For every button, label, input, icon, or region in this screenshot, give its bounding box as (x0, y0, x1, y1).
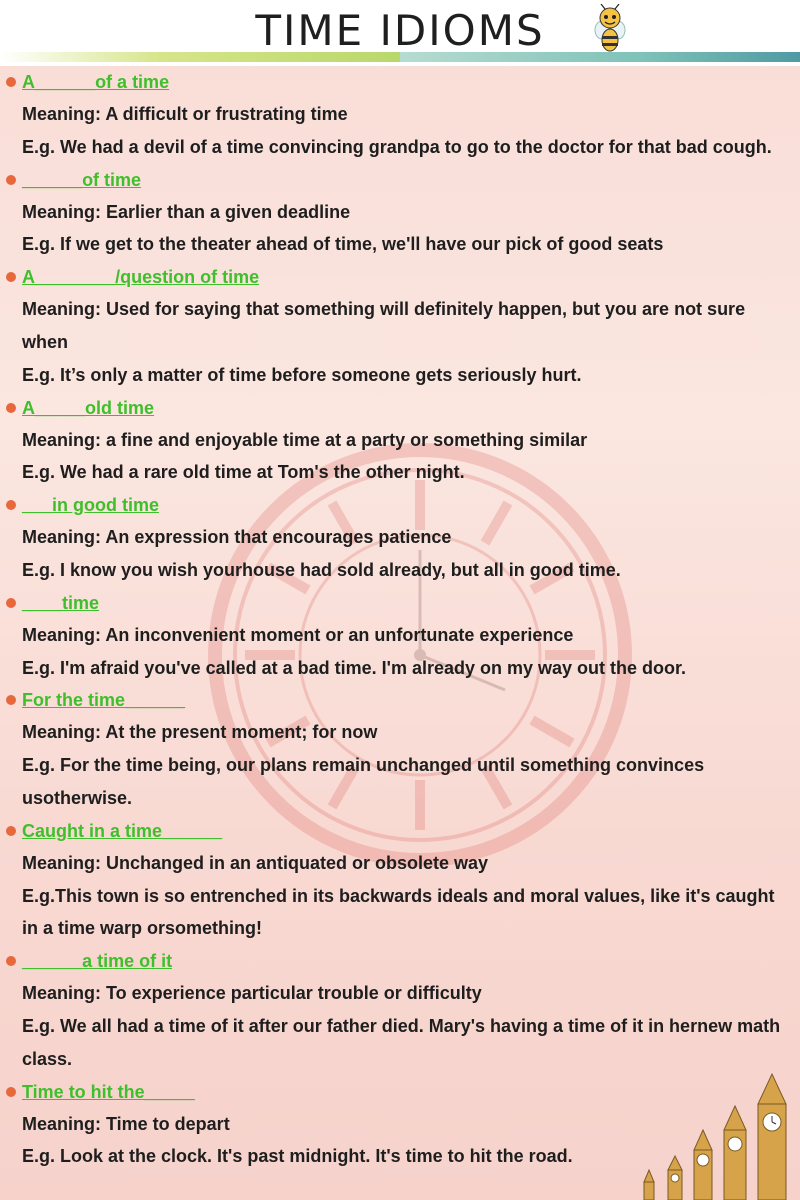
idiom-heading (0, 489, 800, 521)
idiom-list (0, 66, 800, 1173)
idiom-entry (0, 164, 800, 262)
bullet-icon (6, 77, 16, 87)
idiom-heading-text: ___in good time (22, 495, 160, 516)
bullet-icon (6, 826, 16, 836)
idiom-entry (0, 66, 800, 164)
idiom-example: E.g. Look at the clock. It's past midnight. It's time to hit the road. (22, 1146, 573, 1167)
idiom-heading-text: A_____old time (22, 397, 155, 418)
idiom-heading (0, 945, 800, 977)
idiom-heading (0, 684, 800, 716)
bullet-icon (6, 272, 16, 282)
idiom-meaning: Meaning: A difficult or frustrating time (22, 104, 348, 124)
bullet-icon (6, 695, 16, 705)
idiom-example: E.g. We had a devil of a time convincing grandpa to go to the doctor for that bad cough. (22, 136, 772, 157)
idiom-meaning: Meaning: Time to depart (22, 1113, 230, 1134)
bee-icon (590, 4, 630, 54)
idiom-heading (0, 164, 800, 196)
idiom-entry (0, 261, 800, 391)
idiom-heading-text: Time to hit the_____ (22, 1081, 195, 1102)
idiom-entry (0, 684, 800, 814)
idiom-meaning: Meaning: An expression that encourages patience (22, 527, 452, 548)
idiom-heading-text: A________/question of time (22, 267, 260, 288)
idiom-entry (0, 489, 800, 587)
idiom-meaning: Meaning: Unchanged in an antiquated or obsolete way (22, 852, 489, 873)
idiom-meaning: Meaning: Used for saying that something will definitely happen, but you are not sure when (22, 299, 746, 352)
idiom-example: E.g. I'm afraid you've called at a bad time. I'm already on my way out the door. (22, 657, 687, 678)
idiom-entry (0, 587, 800, 685)
idiom-meaning: Meaning: a fine and enjoyable time at a party or something similar (22, 429, 588, 450)
idiom-example: E.g. I know you wish yourhouse had sold already, but all in good time. (22, 559, 621, 580)
idiom-heading (0, 392, 800, 424)
idiom-example: E.g.This town is so entrenched in its backwards ideals and moral values, like it's caught in a time warp orsomething! (22, 885, 775, 939)
page-title: TIME IDIOMS (255, 6, 545, 55)
idiom-heading (0, 66, 800, 98)
idiom-heading-text: A______of a time (22, 72, 170, 92)
idiom-entry (0, 945, 800, 1075)
idiom-meaning: Meaning: To experience particular trouble or difficulty (22, 983, 482, 1004)
idiom-heading-text: ____time (22, 592, 100, 613)
idiom-heading (0, 815, 800, 847)
idiom-entry (0, 815, 800, 945)
idiom-heading-text: ______of time (22, 169, 142, 190)
bullet-icon (6, 956, 16, 966)
bullet-icon (6, 175, 16, 185)
idiom-heading (0, 587, 800, 619)
idiom-example: E.g. If we get to the theater ahead of time, we'll have our pick of good seats (22, 234, 664, 255)
bullet-icon (6, 403, 16, 413)
header (0, 0, 800, 66)
idiom-heading (0, 261, 800, 293)
bullet-icon (6, 598, 16, 608)
big-ben-icon (630, 1070, 800, 1200)
bullet-icon (6, 500, 16, 510)
bullet-icon (6, 1087, 16, 1097)
idiom-example: E.g. We all had a time of it after our father died. Mary's having a time of it in hernew math class. (22, 1015, 781, 1069)
idiom-heading-text: For the time______ (22, 690, 186, 711)
idiom-example: E.g. We had a rare old time at Tom's the other night. (22, 462, 465, 483)
idiom-entry (0, 392, 800, 490)
idiom-meaning: Meaning: At the present moment; for now (22, 722, 378, 743)
idiom-meaning: Meaning: An inconvenient moment or an unfortunate experience (22, 624, 574, 645)
idiom-example: E.g. It’s only a matter of time before someone gets seriously hurt. (22, 364, 582, 385)
idiom-example: E.g. For the time being, our plans remain unchanged until something convinces usotherwise. (22, 755, 705, 808)
idiom-heading-text: Caught in a time______ (22, 820, 223, 841)
idiom-meaning: Meaning: Earlier than a given deadline (22, 201, 351, 222)
idiom-heading-text: ______a time of it (22, 951, 173, 972)
